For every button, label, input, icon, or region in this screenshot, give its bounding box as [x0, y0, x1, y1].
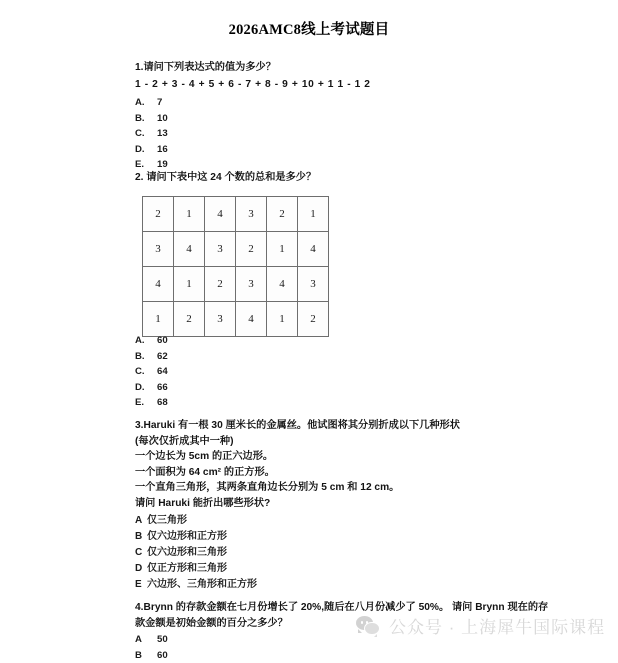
option-letter: A. — [135, 333, 157, 349]
question-4-line: 4.Brynn 的存款金额在七月份增长了 20%,随后在八月份减少了 50%。 请问 Brynn 现在的存 — [135, 600, 595, 616]
grid-cell: 4 — [298, 232, 329, 267]
number-grid-wrapper — [142, 196, 329, 337]
grid-cell: 3 — [236, 197, 267, 232]
option-letter: B. — [135, 349, 157, 365]
question-3-line: 请问 Haruki 能折出哪些形状? — [135, 496, 585, 512]
option-row[interactable] — [135, 545, 585, 561]
table-row — [143, 232, 329, 267]
option-row[interactable] — [135, 349, 555, 365]
grid-cell: 1 — [267, 232, 298, 267]
option-letter: A. — [135, 95, 157, 111]
option-text: 66 — [157, 380, 555, 396]
table-row — [143, 267, 329, 302]
question-2-options — [135, 333, 555, 411]
option-row[interactable] — [135, 333, 555, 349]
option-text: 60 — [157, 648, 595, 663]
option-letter: A — [135, 513, 147, 529]
option-text: 仅六边形和正方形 — [147, 529, 585, 545]
option-text: 仅六边形和三角形 — [147, 545, 585, 561]
grid-cell: 4 — [236, 302, 267, 337]
table-row — [143, 302, 329, 337]
question-3-line: (每次仅折成其中一种) — [135, 434, 585, 450]
question-3-line: 一个边长为 5cm 的正六边形。 — [135, 449, 585, 465]
option-letter: D. — [135, 380, 157, 396]
question-3-line: 3.Haruki 有一根 30 厘米长的金属丝。他试图将其分别折成以下几种形状 — [135, 418, 585, 434]
grid-cell: 3 — [205, 232, 236, 267]
option-row[interactable] — [135, 95, 555, 111]
option-row[interactable] — [135, 142, 555, 158]
grid-cell: 4 — [205, 197, 236, 232]
question-2-stem: 2. 请问下表中这 24 个数的总和是多少？ — [135, 170, 555, 185]
option-letter: C. — [135, 126, 157, 142]
question-3-block — [135, 418, 585, 593]
option-letter: B — [135, 648, 157, 663]
option-row[interactable] — [135, 561, 585, 577]
option-text: 六边形、三角形和正方形 — [147, 577, 585, 593]
question-1-stem: 1.请问下列表达式的值为多少？ — [135, 60, 555, 75]
grid-cell: 2 — [174, 302, 205, 337]
option-text: 10 — [157, 111, 555, 127]
option-letter: D. — [135, 142, 157, 158]
question-4-line: 款金额是初始金额的百分之多少？ — [135, 616, 595, 632]
grid-cell: 3 — [236, 267, 267, 302]
option-text: 50 — [157, 632, 595, 648]
question-3-options — [135, 513, 585, 593]
grid-cell: 1 — [174, 267, 205, 302]
option-letter: D — [135, 561, 147, 577]
option-row[interactable] — [135, 513, 585, 529]
grid-cell: 3 — [143, 232, 174, 267]
option-text: 19 — [157, 157, 555, 173]
option-text: 7 — [157, 95, 555, 111]
option-text: 仅三角形 — [147, 513, 585, 529]
question-3-line: 一个直角三角形，其两条直角边长分别为 5 cm 和 12 cm。 — [135, 480, 585, 496]
option-text: 64 — [157, 364, 555, 380]
option-letter: A — [135, 632, 157, 648]
option-letter: E. — [135, 395, 157, 411]
option-letter: C. — [135, 364, 157, 380]
page-title: 2026AMC8线上考试题目 — [0, 18, 618, 39]
option-letter: E — [135, 577, 147, 593]
option-text: 62 — [157, 349, 555, 365]
option-letter: B — [135, 529, 147, 545]
option-row[interactable] — [135, 577, 585, 593]
question-4-block — [135, 600, 595, 663]
option-row[interactable] — [135, 529, 585, 545]
grid-cell: 1 — [143, 302, 174, 337]
grid-cell: 1 — [298, 197, 329, 232]
option-row[interactable] — [135, 632, 595, 648]
question-4-options — [135, 632, 595, 663]
option-text: 16 — [157, 142, 555, 158]
grid-cell: 2 — [143, 197, 174, 232]
option-letter: E. — [135, 157, 157, 173]
grid-cell: 2 — [298, 302, 329, 337]
option-text: 仅正方形和三角形 — [147, 561, 585, 577]
option-row[interactable] — [135, 126, 555, 142]
grid-cell: 4 — [143, 267, 174, 302]
grid-cell: 2 — [267, 197, 298, 232]
question-3-line: 一个面积为 64 cm² 的正方形。 — [135, 465, 585, 481]
question-1-options — [135, 95, 555, 173]
question-2-stem-block — [135, 170, 555, 185]
option-letter: C — [135, 545, 147, 561]
question-1-block — [135, 60, 555, 173]
option-row[interactable] — [135, 111, 555, 127]
grid-cell: 1 — [267, 302, 298, 337]
option-row[interactable] — [135, 395, 555, 411]
grid-cell: 1 — [174, 197, 205, 232]
grid-cell: 2 — [205, 267, 236, 302]
grid-cell: 4 — [174, 232, 205, 267]
grid-cell: 3 — [298, 267, 329, 302]
option-text: 68 — [157, 395, 555, 411]
grid-cell: 2 — [236, 232, 267, 267]
option-text: 13 — [157, 126, 555, 142]
option-row[interactable] — [135, 648, 595, 663]
watermark-text: 公众号 · 上海犀牛国际课程 — [389, 613, 605, 638]
grid-cell: 3 — [205, 302, 236, 337]
option-letter: B. — [135, 111, 157, 127]
option-row[interactable] — [135, 364, 555, 380]
number-grid — [142, 196, 329, 337]
question-1-expression: 1 - 2 + 3 - 4 + 5 + 6 - 7 + 8 - 9 + 10 + 1 1 - 1 2 — [135, 77, 555, 92]
option-text: 60 — [157, 333, 555, 349]
table-row — [143, 197, 329, 232]
grid-cell: 4 — [267, 267, 298, 302]
option-row[interactable] — [135, 380, 555, 396]
